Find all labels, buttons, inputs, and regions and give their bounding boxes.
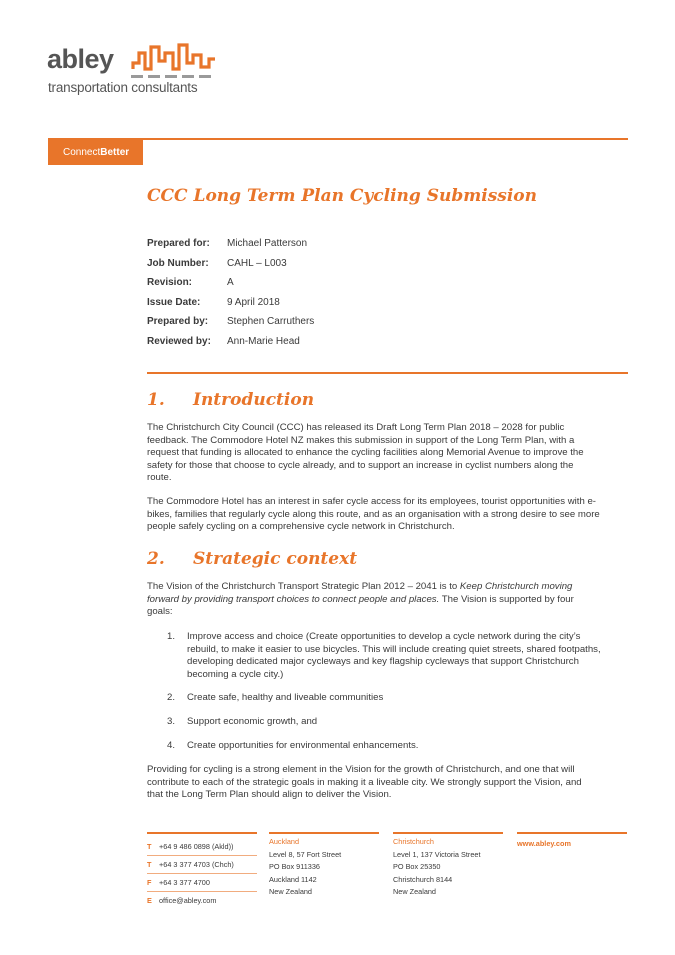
footer-auckland-address [269,832,379,899]
tagline-bold: Better [100,147,130,158]
text-line: Create opportunities for environmental enhancements. [187,740,419,751]
footer-separator [147,873,257,874]
website-link[interactable]: www.abley.com [517,839,571,848]
footer-rule [517,832,627,834]
text-line: developing dedicated major cycleways and key flagship cycleways that support Christchurch [187,656,579,668]
text-line: feedback. The Commodore Hotel NZ makes this submission in support of the Long Term Plan, with a [147,434,575,446]
document-metadata [147,238,314,355]
meta-label: Prepared for: [147,238,210,249]
meta-label: Revision: [147,277,193,288]
section-divider [147,372,628,374]
meta-label: Prepared by: [147,316,209,327]
meta-row-issue-date [147,297,314,317]
contact-row [147,876,257,889]
contact-row[interactable] [147,894,257,907]
footer-website [517,832,627,851]
document-title: CCC Long Term Plan Cycling Submission [147,186,537,206]
contact-key: F [147,878,152,887]
text-line: goals: [147,606,173,618]
text-line: Providing for cycling is a strong element in the Vision for the growth of Christchurch, and one that will [147,764,575,775]
strategic-closing-paragraph [147,764,632,802]
address-line: Christchurch 8144 [393,874,453,884]
section-heading-introduction [147,390,314,410]
section-heading-strategic-context [147,549,357,569]
list-item [167,716,317,729]
tagline-tab [48,140,143,165]
meta-row-prepared-for [147,238,314,258]
contact-value: +64 9 486 0898 (Akld)) [159,842,234,851]
text-line: Support economic growth, and [187,716,318,727]
meta-value: Michael Patterson [227,238,308,249]
list-item [167,631,601,681]
logo-wordmark: abley [47,44,114,74]
list-text [187,740,418,753]
text-line: rebuild, to make it easier to use bicycles. This will include creating quiet streets, shared footpaths, [187,643,601,655]
address-line: PO Box 25350 [393,862,441,871]
italic-text: Keep Christchurch moving [459,581,573,592]
tagline-light: Connect [63,147,101,158]
section-title: Strategic context [193,549,358,569]
section-number: 1. [147,390,165,410]
meta-value: Stephen Carruthers [227,316,315,327]
list-text [187,692,383,705]
text-line: becoming a cycle city.) [187,668,284,680]
address-line: Level 1, 137 Victoria Street [393,849,481,859]
meta-row-prepared-by [147,316,314,336]
text-line: request that funding is allocated to enhance the cycling facilities along Memorial Avenue to improve the [147,447,584,459]
list-number: 1. [167,631,176,642]
plain-text: The Vision is supported by four [439,593,574,605]
meta-value: CAHL – L003 [227,257,287,269]
footer-rule [147,832,257,834]
meta-label: Reviewed by: [147,335,211,347]
office-heading: Auckland [269,837,300,846]
list-text [187,631,601,681]
contact-email-link[interactable]: office@abley.com [159,896,217,905]
list-number: 3. [167,716,176,727]
contact-value: +64 3 377 4700 [159,878,210,887]
text-line: Create safe, healthy and liveable communities [187,692,384,703]
text-line: people safely cycling on a comprehensive cycle network in Christchurch. [147,521,455,533]
text-line: safety for those that choose to cycle already, and to support an increase in cyclist numbers along the [147,459,574,471]
meta-label: Job Number: [147,257,209,269]
text-line [147,581,632,594]
footer-rule [393,832,503,834]
meta-label: Issue Date: [147,296,201,308]
footer-separator [147,855,257,856]
meta-value: Ann-Marie Head [227,335,300,347]
meta-row-revision [147,277,314,297]
intro-paragraph-2 [147,496,632,534]
meta-row-reviewed-by [147,336,314,356]
text-line: route. [147,472,172,484]
text-line: The Christchurch City Council (CCC) has released its Draft Long Term Plan 2018 – 2028 for public [147,422,565,433]
footer-contacts [147,832,257,907]
contact-value: +64 3 377 4703 (Chch) [159,860,234,869]
address-line: New Zealand [393,887,436,896]
meta-value: 9 April 2018 [227,296,280,308]
text-line: Improve access and choice (Create opportunities to develop a cycle network during the city’s [187,631,581,642]
section-title: Introduction [193,390,315,410]
plain-text: The Vision of the Christchurch Transport Strategic Plan 2012 – 2041 is to [147,581,460,592]
contact-row [147,840,257,853]
text-line: The Commodore Hotel has an interest in safer cycle access for its employees, tourist opportunities with e- [147,496,596,507]
contact-row [147,858,257,871]
footer-christchurch-address [393,832,503,899]
list-item [167,692,383,705]
skyline-icon [131,43,221,83]
italic-text: forward by providing transport choices to connect people and places. [147,593,440,605]
section-number: 2. [147,549,165,569]
meta-row-job-number [147,258,314,278]
intro-paragraph-1 [147,422,632,485]
address-line: PO Box 911336 [269,862,320,871]
list-number: 4. [167,740,176,751]
footer-rule [269,832,379,834]
address-line: Auckland 1142 [269,874,317,884]
office-heading: Christchurch [393,837,434,846]
contact-key: T [147,860,152,869]
text-line [147,594,632,607]
footer-separator [147,891,257,892]
address-line: New Zealand [269,887,312,896]
text-line: contribute to each of the strategic goals in making it a liveable city. We strongly support the Vision, and [147,776,582,788]
list-text [187,716,317,729]
contact-key: E [147,896,152,905]
strategic-intro-paragraph [147,581,632,619]
list-item [167,740,418,753]
text-line: that the Long Term Plan should align to deliver the Vision. [147,789,392,801]
text-line: bikes, families that regularly cycle along this route, and as an organisation with a strong desire to see more [147,508,600,520]
contact-key: T [147,842,152,851]
address-line: Level 8, 57 Fort Street [269,849,342,859]
meta-value: A [227,277,234,288]
logo-subtitle: transportation consultants [48,80,198,95]
list-number: 2. [167,692,176,703]
abley-logo [47,42,198,102]
